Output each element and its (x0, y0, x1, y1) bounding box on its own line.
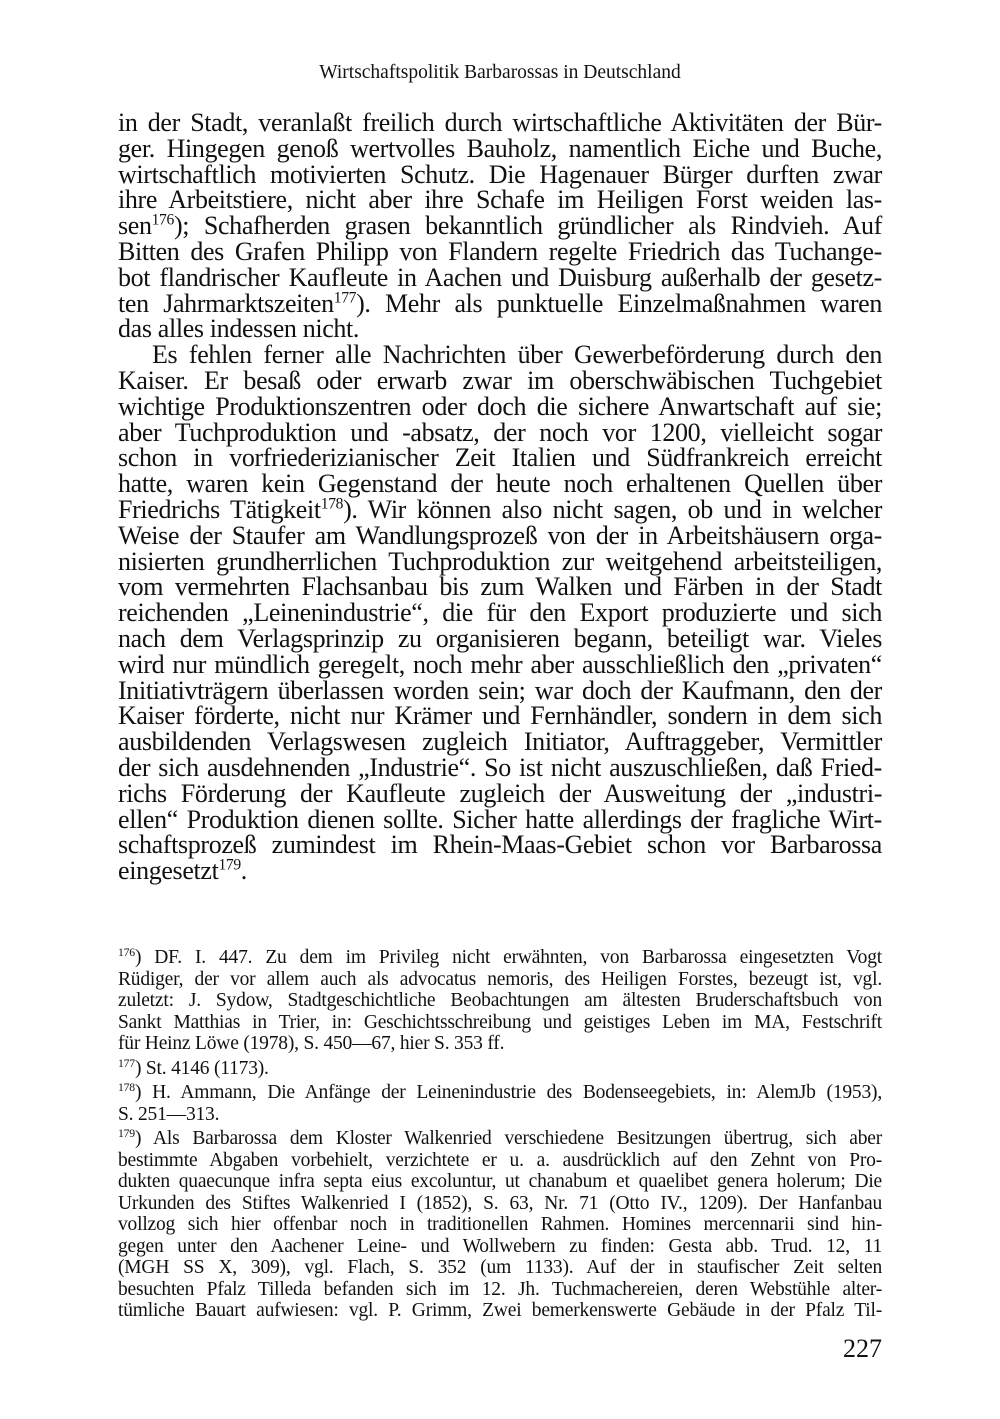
footnote-line: $^{179}$) Als Barbarossa dem Kloster Walkenried verschiedene Besitzungen übertrug, sich aber (118, 1126, 882, 1149)
footnote-line: gegen unter den Aachener Leine- und Wollwebern zu finden: Gesta abb. Trud. 12, 11 (118, 1235, 882, 1257)
body-line: nisierten grundherrlichen Tuchproduktion zur weitgehend arbeitsteiligen, (118, 546, 882, 576)
body-line: schon in vorfriederizianischer Zeit Italien und Südfrankreich erreicht (118, 443, 882, 473)
body-line: Bitten des Grafen Philipp von Flandern regelte Friedrich das Tuchange- (118, 236, 882, 266)
body-text (118, 110, 882, 884)
footnotes (118, 947, 882, 1322)
body-line: Kaiser. Er besaß oder erwarb zwar im oberschwäbischen Tuchgebiet (118, 365, 882, 395)
footnote-line: Urkunden des Stiftes Walkenried I (1852), S. 63, Nr. 71 (Otto IV., 1209). Der Hanfanbau (118, 1192, 882, 1214)
body-line: bot flandrischer Kaufleute in Aachen und Duisburg außerhalb der gesetz- (118, 262, 882, 292)
body-line: wirtschaftlich motivierten Schutz. Die Hagenauer Bürger durften zwar (118, 159, 882, 189)
body-line: der sich ausdehnenden „Industrie“. So ist nicht auszuschließen, daß Fried- (118, 752, 882, 782)
page-number: 227 (843, 1334, 882, 1363)
footnote-line: S. 251—313. (118, 1103, 220, 1125)
footnote-line: dukten quaecunque infra septa eius excoluntur, ut chanabum et quaelibet genera holerum; Die (118, 1171, 882, 1192)
footnote-line: Rüdiger, der vor allem auch als advocatus nemoris, des Heiligen Forstes, bezeugt ist, vgl. (118, 968, 882, 990)
footnote-line: $^{176}$) DF. I. 447. Zu dem im Privileg nicht erwähnten, von Barbarossa eingesetzten Vogt (118, 945, 882, 968)
body-line: ten Jahrmarktszeiten$^{177}$). Mehr als punktuelle Einzelmaßnahmen waren (118, 288, 882, 318)
footnote-line: für Heinz Löwe (1978), S. 450—67, hier S. 353 ff. (118, 1033, 505, 1054)
body-line: Friedrichs Tätigkeit$^{178}$). Wir können also nicht sagen, ob und in welcher (118, 494, 883, 524)
footnote-line: tümliche Bauart aufwiesen: vgl. P. Grimm, Zwei bemerkenswerte Gebäude in der Pfalz Til- (118, 1300, 882, 1321)
body-line: Es fehlen ferner alle Nachrichten über Gewerbeförderung durch den (152, 340, 882, 370)
body-line: aber Tuchproduktion und -absatz, der noch vor 1200, vielleicht sogar (118, 417, 882, 447)
body-line: in der Stadt, veranlaßt freilich durch wirtschaftliche Aktivitäten der Bür- (118, 108, 882, 137)
body-line: schaftsprozeß zumindest im Rhein-Maas-Gebiet schon vor Barbarossa (118, 830, 882, 860)
footnote-line: $^{178}$) H. Ammann, Die Anfänge der Leinenindustrie des Bodenseegebiets, in: AlemJb (1953), (118, 1080, 882, 1103)
body-line: eingesetzt$^{179}$. (118, 856, 247, 886)
footnote-line: zuletzt: J. Sydow, Stadtgeschichtliche Beobachtungen am ältesten Bruderschaftsbuch von (118, 990, 882, 1011)
running-head: Wirtschaftspolitik Barbarossas in Deutschland (319, 62, 681, 83)
body-line: ihre Arbeitstiere, nicht aber ihre Schafe im Heiligen Forst weiden las- (118, 185, 882, 215)
body-line: das alles indessen nicht. (118, 314, 360, 344)
footnote-line: bestimmte Abgaben vorbehielt, verzichtete er u. a. ausdrücklich auf den Zehnt von Pro- (118, 1149, 882, 1171)
body-line: vom vermehrten Flachsanbau bis zum Walken und Färben in der Stadt (118, 572, 882, 602)
body-line: ausbildenden Verlagswesen zugleich Initiator, Auftraggeber, Vermittler (118, 727, 882, 757)
footnote-line: Sankt Matthias in Trier, in: Geschichtsschreibung und geistiges Leben im MA, Festschrift (118, 1011, 882, 1033)
footnote-line: besuchten Pfalz Tilleda befanden sich im 12. Jh. Tuchmachereien, deren Webstühle alter- (118, 1278, 882, 1300)
body-line: ger. Hingegen genoß wertvolles Bauholz, namentlich Eiche und Buche, (118, 133, 882, 163)
body-line: Weise der Staufer am Wandlungsprozeß von der in Arbeitshäusern orga- (118, 520, 882, 550)
body-line: Initiativträgern überlassen worden sein; war doch der Kaufmann, den der (118, 675, 882, 705)
footnote-line: vollzog sich hier offenbar noch in traditionellen Rahmen. Homines mercennarii sind hin- (118, 1214, 882, 1235)
footnote-line: (MGH SS X, 309), vgl. Flach, S. 352 (um 1133). Auf der in staufischer Zeit selten (118, 1257, 882, 1278)
body-line: wird nur mündlich geregelt, noch mehr aber ausschließlich den „privaten“ (118, 649, 882, 679)
body-line: sen$^{176}$); Schafherden grasen bekanntlich gründlicher als Rindvieh. Auf (118, 211, 882, 241)
body-line: Kaiser förderte, nicht nur Krämer und Fernhändler, sondern in dem sich (118, 701, 882, 731)
body-line: reichenden „Leinenindustrie“, die für den Export produzierte und sich (118, 598, 882, 628)
footnote-line: $^{177}$) St. 4146 (1173). (118, 1056, 269, 1079)
body-line: hatte, waren kein Gegenstand der heute noch erhaltenen Quellen über (118, 469, 882, 499)
body-line: richs Förderung der Kaufleute zugleich der Ausweitung der „industri- (118, 778, 882, 808)
body-line: wichtige Produktionszentren oder doch die sichere Anwartschaft auf sie; (118, 391, 882, 421)
body-line: ellen“ Produktion dienen sollte. Sicher hatte allerdings der fragliche Wirt- (118, 804, 882, 834)
body-line: nach dem Verlagsprinzip zu organisieren begann, beteiligt war. Vieles (118, 623, 882, 653)
